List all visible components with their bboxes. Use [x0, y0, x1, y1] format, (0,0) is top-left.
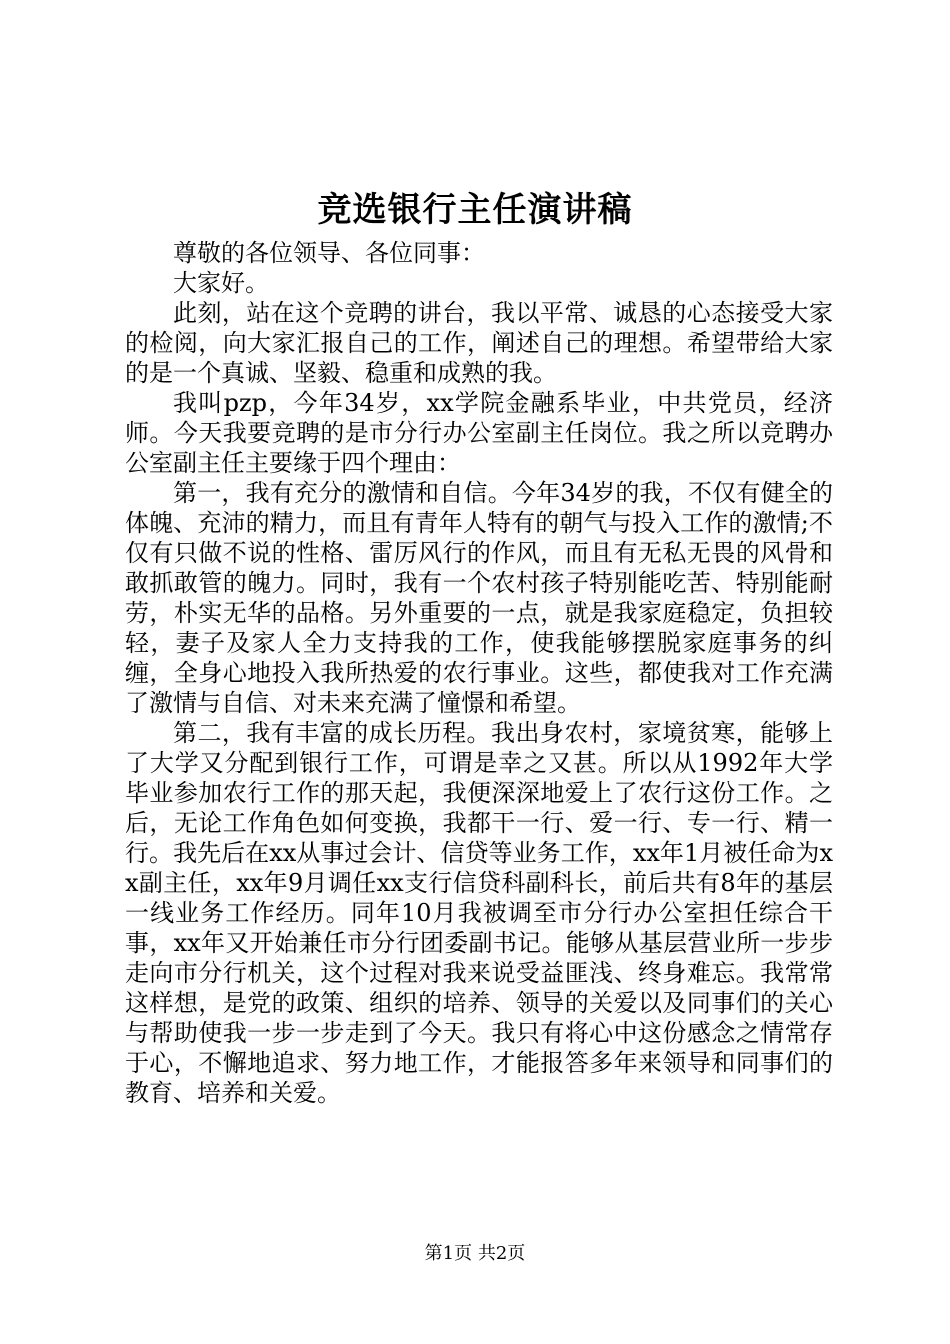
document-body	[125, 238, 833, 1108]
document-title: 竞选银行主任演讲稿	[317, 190, 633, 230]
intro-paragraph: 此刻，站在这个竞聘的讲台，我以平常、诚恳的心态接受大家的检阅，向大家汇报自己的工作，阐述自己的理想。希望带给大家的是一个真诚、坚毅、稳重和成熟的我。	[125, 299, 833, 387]
self-introduction-paragraph: 我叫pzp，今年34岁，xx学院金融系毕业，中共党员，经济师。今天我要竞聘的是市分行办公室副主任岗位。我之所以竞聘办公室副主任主要缘于四个理由：	[125, 389, 833, 477]
page-footer: 第1页 共2页	[424, 1243, 526, 1264]
reason-two-paragraph: 第二，我有丰富的成长历程。我出身农村，家境贫寒，能够上了大学又分配到银行工作，可谓是幸之又甚。所以从1992年大学毕业参加农行工作的那天起，我便深深地爱上了农行这份工作。之后，无论工作角色如何变换，我都干一行、爱一行、专一行、精一行。我先后在xx从事过会计、信贷等业务工作，xx年1月被任命为xx副主任，xx年9月调任xx支行信贷科副科长，前后共有8年的基层一线业务工作经历。同年10月我被调至市分行办公室担任综合干事，xx年又开始兼任市分行团委副书记。能够从基层营业所一步步走向市分行机关，这个过程对我来说受益匪浅、终身难忘。我常常这样想，是党的政策、组织的培养、领导的关爱以及同事们的关心与帮助使我一步一步走到了今天。我只有将心中这份感念之情常存于心，不懈地追求、努力地工作，才能报答多年来领导和同事们的教育、培养和关爱。	[125, 719, 833, 1107]
salutation-paragraph: 尊敬的各位领导、各位同事：	[173, 239, 485, 267]
greeting-paragraph: 大家好。	[173, 269, 269, 297]
reason-one-paragraph: 第一，我有充分的激情和自信。今年34岁的我，不仅有健全的体魄、充沛的精力，而且有青年人特有的朝气与投入工作的激情;不仅有只做不说的性格、雷厉风行的作风，而且有无私无畏的风骨和敢抓敢管的魄力。同时，我有一个农村孩子特别能吃苦、特别能耐劳，朴实无华的品格。另外重要的一点，就是我家庭稳定，负担较轻，妻子及家人全力支持我的工作，使我能够摆脱家庭事务的纠缠，全身心地投入我所热爱的农行事业。这些，都使我对工作充满了激情与自信、对未来充满了憧憬和希望。	[125, 479, 833, 717]
